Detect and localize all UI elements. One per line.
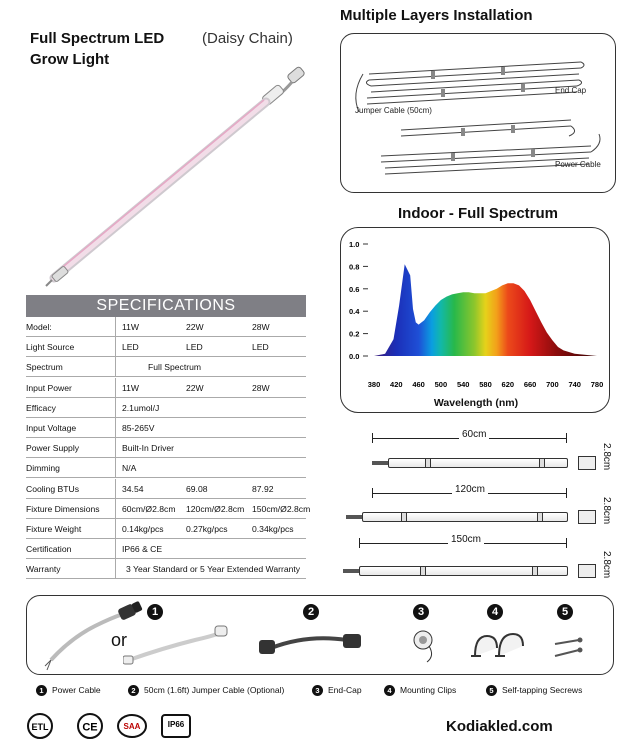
spec-label: Certification [26,539,116,559]
dim-120-length: 120cm [452,484,488,495]
spec-value: IP66 & CE [122,544,163,555]
spec-label: Input Power [26,378,116,398]
spec-row [26,357,306,377]
spec-row [26,499,311,519]
legend-jumper-cable: 2 50cm (1.6ft) Jumper Cable (Optional) [128,684,284,696]
dim-60-length: 60cm [459,429,489,440]
svg-text:IP66: IP66 [167,720,185,729]
spec-label: Power Supply [26,438,116,458]
spectrum-area [374,264,597,356]
spec-value: 28W [252,382,270,393]
x-tick-label: 780 [590,380,604,389]
spec-label: Fixture Weight [26,519,116,539]
spec-row [26,539,306,559]
x-tick-label: 700 [546,380,559,389]
legend-mounting-clips: 4 Mounting Clips [384,684,456,696]
spec-value: 60cm/Ø2.8cm [122,503,176,514]
legend-end-cap: 3 End-Cap [312,684,362,696]
mounting-clips-image [469,628,529,664]
spec-value: 34.54 [122,483,144,494]
x-tick-label: 540 [456,380,470,389]
spec-value: 28W [252,322,270,332]
screws-image [551,636,585,666]
spectrum-panel [340,227,610,413]
spec-row [26,519,306,539]
brand-website[interactable]: Kodiakled.com [446,718,553,735]
x-tick-label: 580 [479,380,492,389]
spec-value: 69.08 [186,483,208,494]
spec-label: Input Voltage [26,418,116,438]
installation-heading: Multiple Layers Installation [340,7,533,24]
power-cable-alt-image [123,622,233,672]
power-cable-label: Power Cable [555,160,601,169]
spec-row [26,458,306,478]
product-title-line2: Grow Light [30,51,110,68]
spec-value: Full Spectrum [148,362,202,373]
spec-row [26,479,306,499]
spec-value: 3 Year Standard or 5 Year Extended Warranty [126,564,301,575]
x-tick-label: 420 [390,380,403,389]
y-tick-label: 0.6 [349,284,360,294]
spec-row [26,438,306,458]
product-subtitle: (Daisy Chain) [202,30,293,47]
jumper-cable-image [257,626,367,666]
spec-value: 22W [186,382,204,393]
spec-label: Spectrum [26,357,116,377]
ce-logo [76,712,104,740]
accessory-number-2: 2 [303,604,319,620]
y-tick-label: 0.2 [349,329,360,339]
spec-value: 0.27kg/pcs [186,524,228,534]
svg-text:ETL: ETL [31,722,49,732]
svg-text:CE: CE [82,721,98,734]
accessories-panel [26,595,614,675]
spec-row [26,418,306,438]
etl-logo [26,712,54,740]
installation-panel [340,33,616,193]
y-tick-label: 0.4 [349,307,360,317]
spectrum-heading: Indoor - Full Spectrum [398,205,558,222]
spec-value: 85-265V [122,423,155,433]
spec-value: 120cm/Ø2.8cm [186,503,245,514]
dim-150-length: 150cm [448,534,484,545]
spec-value: N/A [122,463,137,474]
spec-label: Warranty [26,559,116,579]
accessory-number-3: 3 [413,604,429,620]
spec-value: LED [122,342,139,353]
dim-60-height: 2.8cm [601,443,612,471]
spec-value: 22W [186,322,204,332]
svg-text:SAA: SAA [123,722,141,731]
spec-row [26,378,306,398]
spec-row [26,559,306,579]
jumper-cable-label: Jumper Cable (50cm) [355,106,432,115]
y-tick-label: 0.0 [349,352,360,361]
spec-value: 150cm/Ø2.8cm [252,503,311,514]
spec-value: LED [252,342,269,353]
spec-value: 0.34kg/pcs [252,524,294,534]
x-axis-label: Wavelength (nm) [433,397,519,409]
spec-row [26,317,306,337]
x-tick-label: 660 [523,380,537,389]
accessory-number-5: 5 [557,604,573,620]
legend-screws: 5 Self-tapping Secrews [486,684,582,696]
spec-label: Fixture Dimensions [26,499,116,519]
x-tick-label: 460 [412,380,425,389]
saa-logo [116,712,148,740]
dim-150-height: 2.8cm [601,551,612,579]
y-tick-label: 1.0 [349,240,360,249]
spec-label: Cooling BTUs [26,479,116,499]
specifications-header: SPECIFICATIONS [26,295,306,317]
or-text: or [111,630,128,650]
spec-value: LED [186,342,203,353]
end-cap-image [411,626,441,666]
accessory-number-4: 4 [487,604,503,620]
x-tick-label: 740 [568,380,581,389]
x-tick-label: 620 [501,380,515,389]
dim-120-height: 2.8cm [601,497,612,525]
end-cap-label: End Cap [555,86,587,95]
ip66-logo [160,712,192,740]
grow-light-tube-image [30,60,320,290]
x-tick-label: 380 [367,380,381,389]
spec-label: Model: [26,317,116,337]
spec-value: 11W [122,322,140,332]
y-tick-label: 0.8 [349,262,360,272]
spec-value: 2.1umol/J [122,402,160,413]
spectrum-chart [341,228,611,414]
spec-label: Dimming [26,458,116,478]
spec-value: 87.92 [252,483,274,494]
legend-power-cable: 1 Power Cable [36,684,101,696]
spec-value: Built-In Driver [122,443,175,454]
spec-row [26,398,306,418]
x-tick-label: 500 [434,380,448,389]
product-title-line1: Full Spectrum LED [30,30,165,47]
spec-label: Light Source [26,337,116,357]
spec-label: Efficacy [26,398,116,418]
accessory-number-1: 1 [147,604,163,620]
spec-value: 11W [122,382,140,393]
spec-value: 0.14kg/pcs [122,524,164,534]
spec-row [26,337,306,357]
